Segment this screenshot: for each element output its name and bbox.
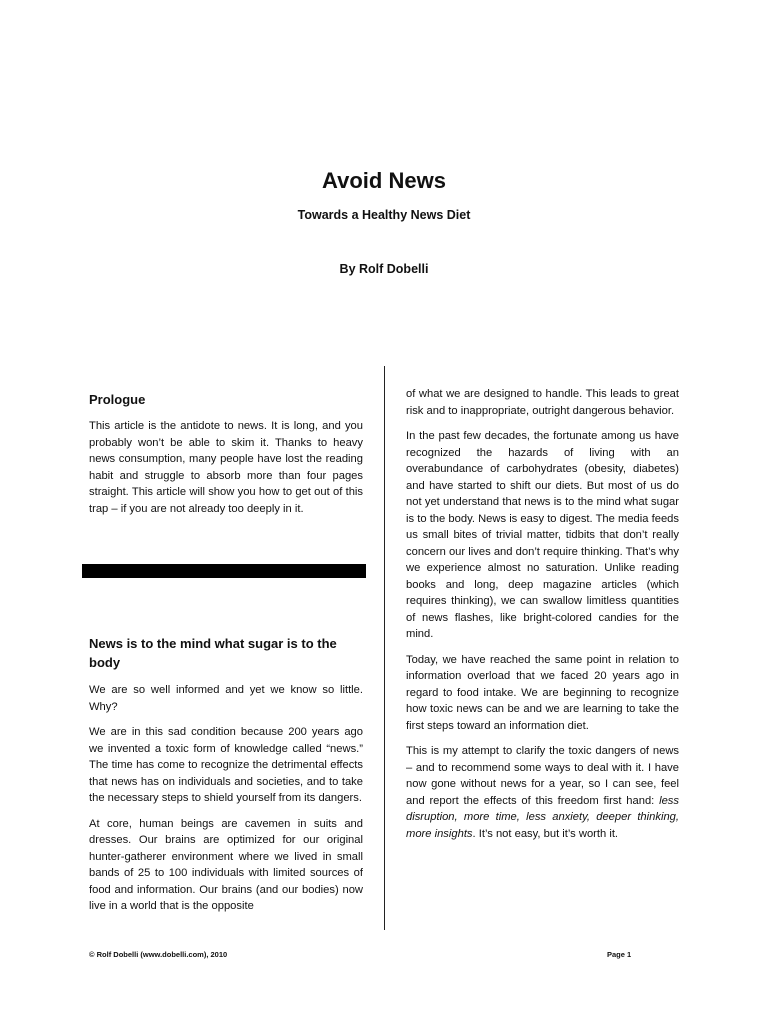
right-paragraph-4-lead: This is my attempt to clarify the toxic dangers of news – and to recommend some ways to deal with it. I have now gone without news for a year, so I can see, feel and report the effects of this freedom first hand: <box>406 745 679 807</box>
right-paragraph-1: of what we are designed to handle. This leads to great risk and to inappropriate, outright dangerous behavior. <box>406 388 679 417</box>
author-byline: By Rolf Dobelli <box>339 262 429 276</box>
column-divider <box>384 366 385 930</box>
sugar-paragraph-3: At core, human beings are cavemen in suits and dresses. Our brains are optimized for our original hunter-gatherer environment where we lived in small bands of 25 to 100 individuals with limited sources of food and information. Our brains (and our bodies) now live in a world that is the opposite <box>89 817 363 912</box>
right-paragraph-4 <box>406 743 679 842</box>
sugar-paragraph-1: We are so well informed and yet we know so little. Why? <box>89 684 363 713</box>
left-column-prologue <box>89 390 363 526</box>
document-title: Avoid News <box>322 168 446 193</box>
right-column <box>406 386 679 851</box>
left-column-sugar-section <box>89 634 363 924</box>
footer-copyright: © Rolf Dobelli (www.dobelli.com), 2010 <box>89 950 228 959</box>
right-paragraph-4-emphasis: less disruption, more time, less anxiety, deeper thinking, more insights <box>406 794 679 840</box>
right-paragraph-4-tail: . It’s not easy, but it’s worth it. <box>472 827 619 840</box>
right-paragraph-3: Today, we have reached the same point in relation to information overload that we faced 20 years ago in regard to food intake. We are beginning to recognize how toxic news can be and we are learning to take the first steps toward an information diet. <box>406 653 679 732</box>
prologue-heading: Prologue <box>89 392 146 407</box>
right-paragraph-2: In the past few decades, the fortunate among us have recognized the hazards of living with an overabundance of carbohydrates (obesity, diabetes) and have started to shift our diets. But most of us do not yet understand that news is to the mind what sugar is to the body. News is easy to digest. The media feeds us small bites of trivial matter, tidbits that don’t really concern our lives and don’t require thinking. That’s why we experience almost no saturation. Unlike reading books and long, deep magazine articles (which requires thinking), we can swallow limitless quantities of news flashes, like bright-colored candies for the mind. <box>406 430 679 640</box>
sugar-paragraph-2: We are in this sad condition because 200 years ago we invented a toxic form of knowledge called “news.” The time has come to recognize the detrimental effects that news has on individuals and societies, and to take the necessary steps to shield yourself from its dangers. <box>89 726 363 804</box>
footer-page-number: Page 1 <box>607 950 632 959</box>
section-heading-sugar: News is to the mind what sugar is to the body <box>89 636 337 670</box>
section-separator-bar <box>82 564 366 578</box>
prologue-paragraph: This article is the antidote to news. It is long, and you probably won’t be able to skim it. Thanks to heavy news consumption, many people have lost the reading habit and struggle to absorb more than four pages straight. This article will show you how to get out of this trap – if you are not already too deeply in it. <box>89 420 363 515</box>
document-subtitle: Towards a Healthy News Diet <box>297 208 471 222</box>
